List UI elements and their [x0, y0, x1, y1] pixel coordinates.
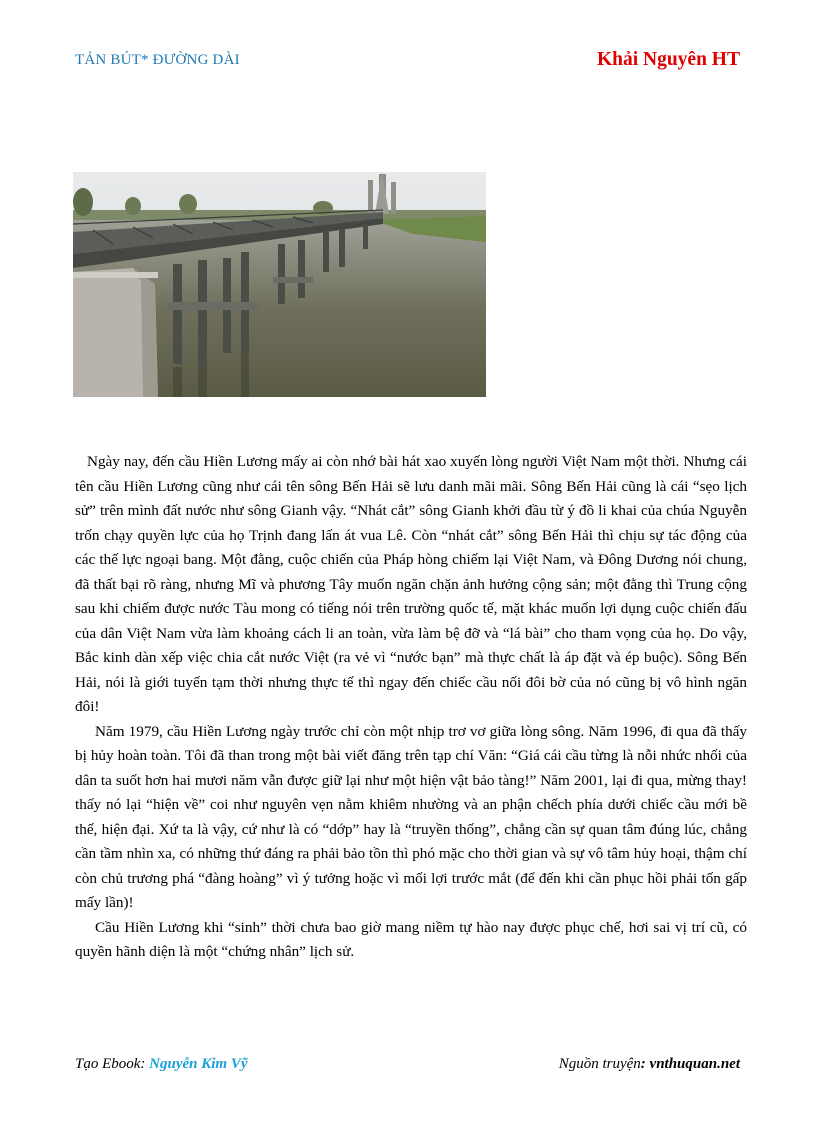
footer-ebook-label: Tạo Ebook — [75, 1056, 141, 1072]
footer-source-separator: : — [640, 1056, 650, 1072]
paragraph: Năm 1979, cầu Hiền Lương ngày trước chỉ còn một nhịp trơ vơ giữa lòng sông. Năm 1996, đi qua đã thấy bị hủy hoàn toàn. Tôi đã than trong một bài viết đăng trên tạp chí Văn: “Giá cái cầu từng là nỗi nhức nhối của dân ta suốt hơn hai mươi năm vẫn được giữ lại như một hiện vật bảo tàng!” Năm 2001, lại đi qua, mừng thay! thấy nó lại “hiện về” coi như nguyên vẹn nằm khiêm nhường và an phận chếch phía dưới chiếc cầu mới bề thế, hiện đại. Xứ ta là vậy, cứ như là có “dớp” hay là “truyền thống”, chẳng cần sự quan tâm đúng lúc, chẳng cần tầm nhìn xa, có những thứ đáng ra phải bảo tồn thì phó mặc cho thời gian và sự vô tâm hủy hoại, thậm chí còn chủ trương phá “đàng hoàng” vì ý tưởng hoặc vì mối lợi trước mắt (để đến khi cần phục hồi phải tốn gấp mấy lần)! — [75, 722, 747, 911]
paragraph: Ngày nay, đến cầu Hiền Lương mấy ai còn nhớ bài hát xao xuyến lòng người Việt Nam một thời. Nhưng cái tên cầu Hiền Lương cũng như cái tên sông Bến Hải sẽ lưu danh mãi mãi. Sông Bến Hải cũng là cái “sẹo lịch sử” trên mình đất nước như sông Gianh vậy. “Nhát cắt” sông Gianh khởi đầu từ ý đồ li khai của chúa Nguyễn trốn chạy quyền lực của họ Trịnh đang lấn át vua Lê. Còn “nhát cắt” sông Bến Hải thì chịu sự tác động của các thế lực ngoại bang. Một đằng, cuộc chiến của Pháp hòng chiếm lại Việt Nam, và Đông Dương nói chung, đã thất bại rõ ràng, nhưng Mĩ và phương Tây muốn ngăn chặn ảnh hưởng cộng sản; một đằng thì Trung cộng sau khi chiếm được nước Tàu mong có tiếng nói trên trường quốc tế, mặt khác muốn lợi dụng cuộc chiến đấu của dân Việt Nam vừa làm khoảng cách li an toàn, vừa làm bệ đỡ và “lá bài” cho tham vọng của họ. Do vậy, Bắc kinh dàn xếp việc chia cắt nước Việt (ra vẻ vì “nước bạn” mà thực chất là áp đặt và ép buộc). Sông Bến Hải, nói là giới tuyến tạm thời nhưng thực tế thì ngay đến chiếc cầu nối đôi bờ của nó cũng bị vô hình ngăn đôi! — [75, 453, 747, 715]
footer-source-site: vnthuquan.net — [649, 1056, 740, 1072]
bridge-river-photo — [73, 172, 486, 397]
footer-source-label: Nguồn truyện — [558, 1056, 641, 1072]
paragraph: Cầu Hiền Lương khi “sinh” thời chưa bao giờ mang niềm tự hào nay được phục chế, hơi sai vị trí cũ, có quyền hãnh diện là một “chứng nhân” lịch sử. — [75, 918, 747, 960]
article-body — [75, 450, 747, 965]
footer-ebook-separator: : — [140, 1056, 150, 1072]
header-title: TẢN BÚT* ĐƯỜNG DÀI — [75, 52, 240, 68]
footer-ebook-credit — [75, 1056, 248, 1073]
footer-source — [559, 1056, 740, 1073]
header-author: Khải Nguyên HT — [596, 49, 740, 70]
footer-ebook-name: Nguyễn Kim Vỹ — [149, 1056, 248, 1072]
